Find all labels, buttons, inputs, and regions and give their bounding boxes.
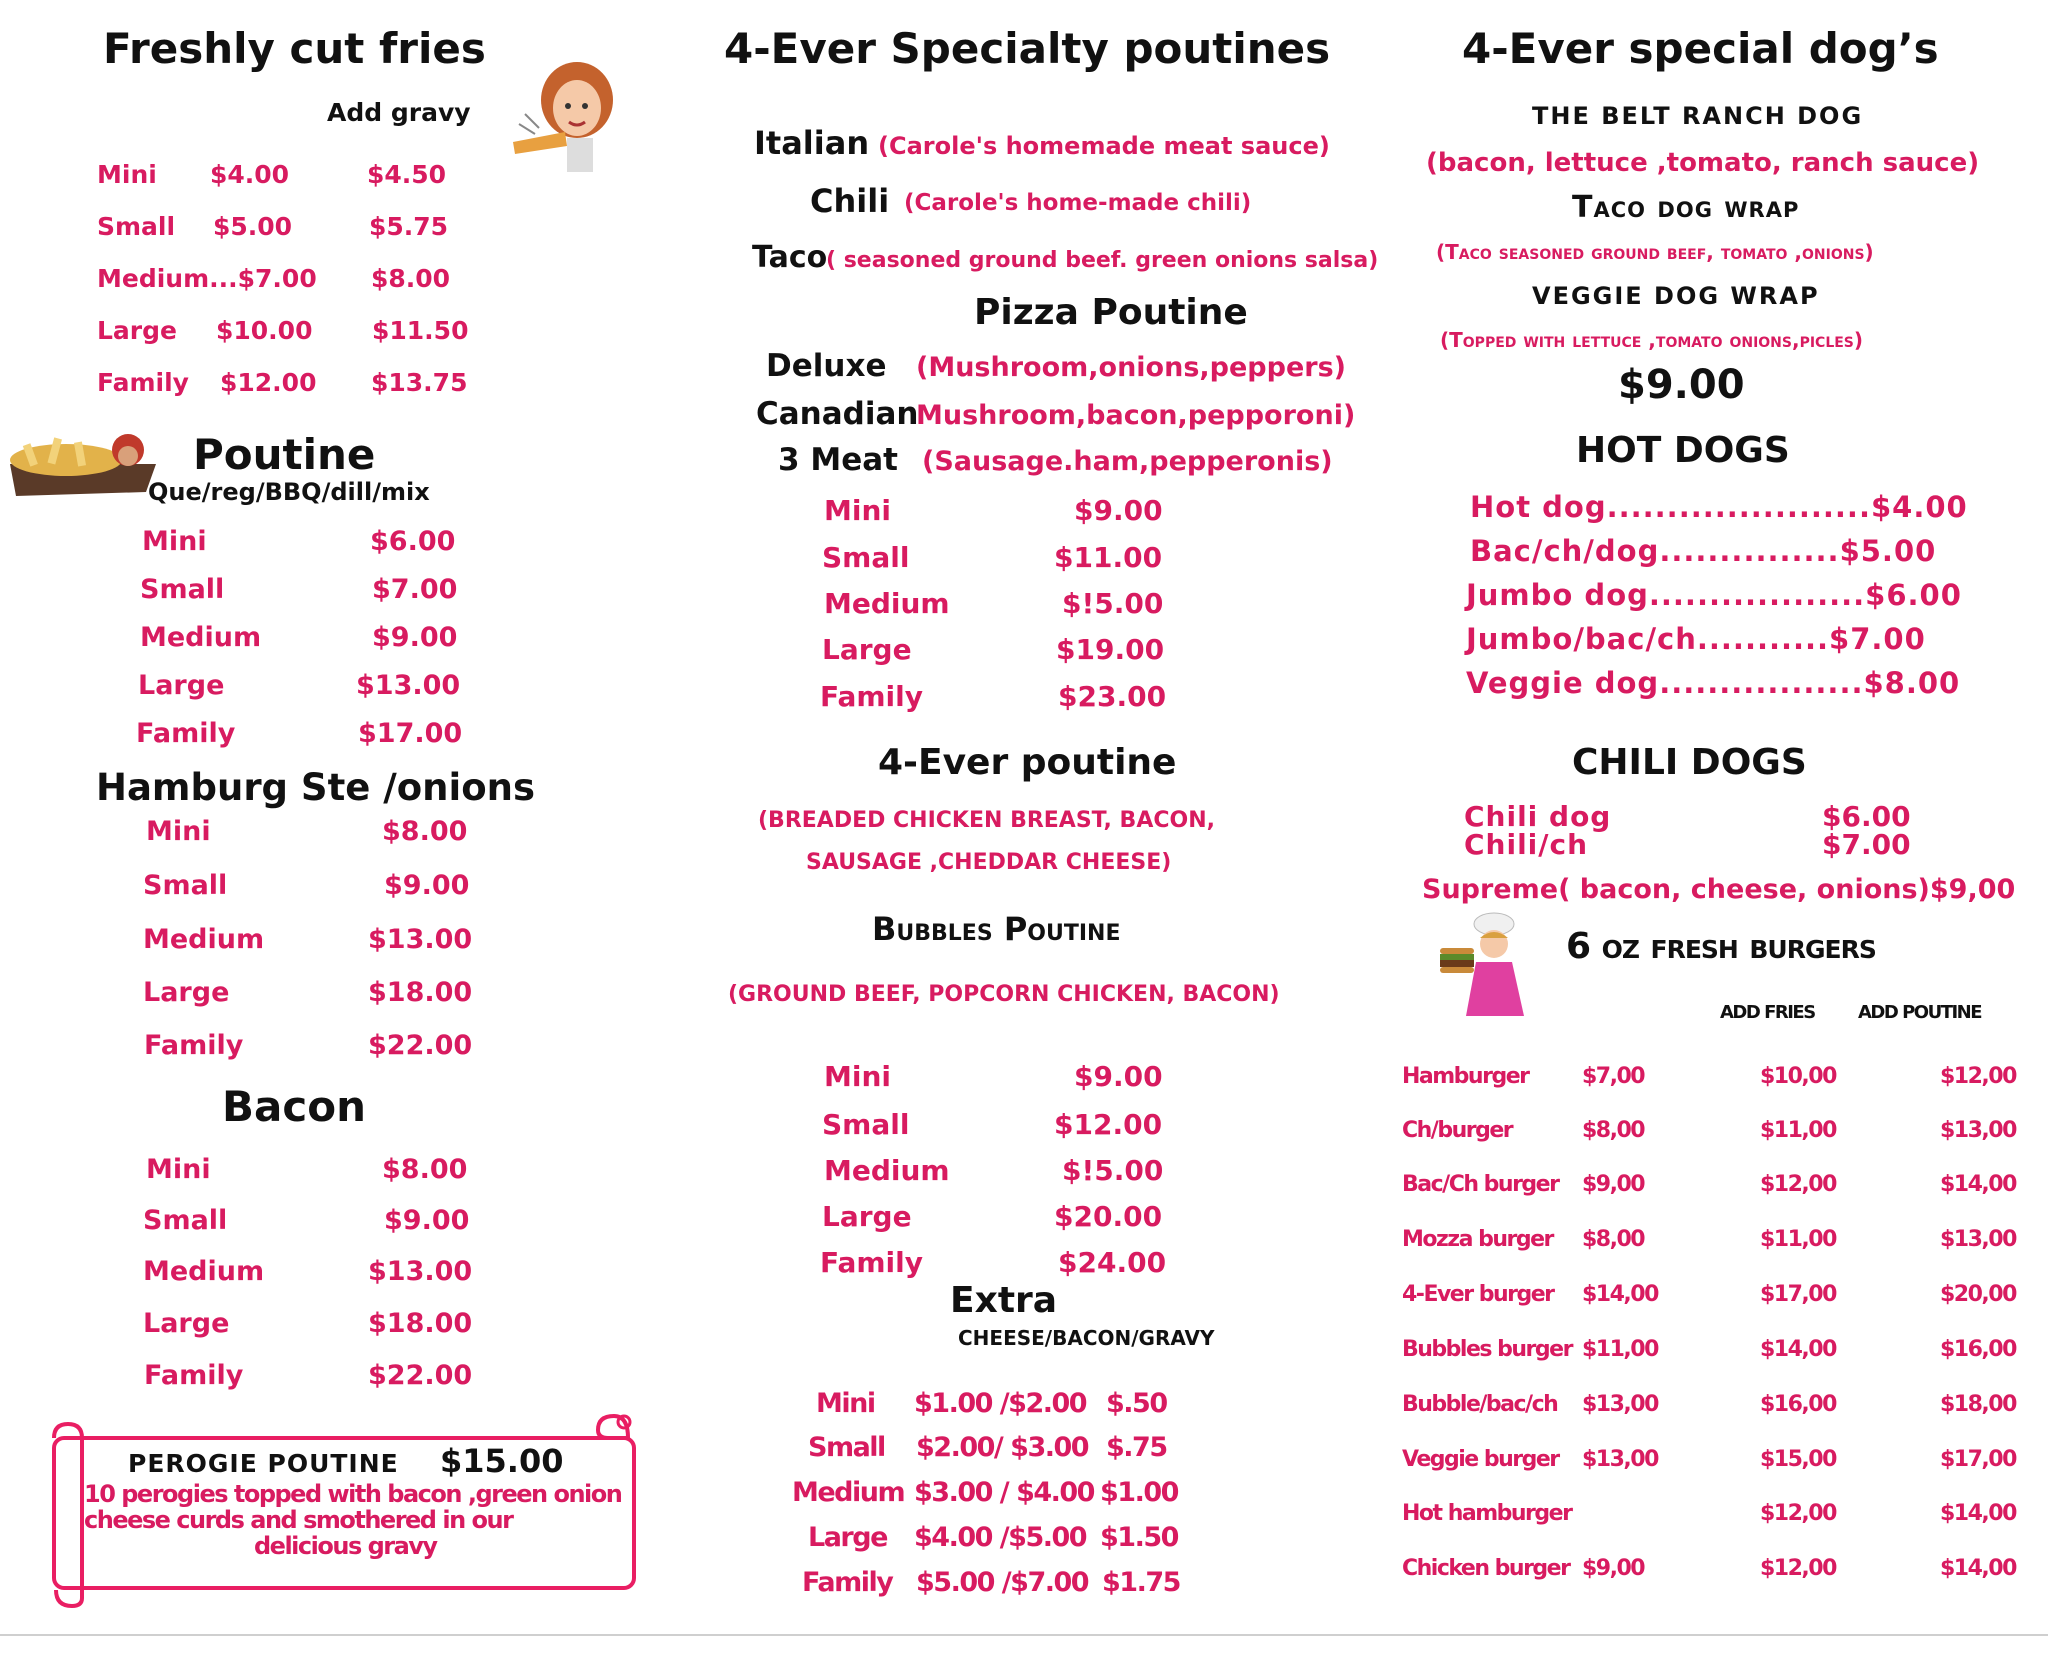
burger-row-fries: $11,00 <box>1760 1118 1836 1143</box>
fries-row-gravy: $8.00 <box>371 264 451 293</box>
burger-row-price: $11,00 <box>1582 1337 1658 1362</box>
extra-row-cheese-bacon: $4.00 /$5.00 <box>914 1522 1087 1553</box>
forever-poutine-desc-line2: SAUSAGE ,CHEDDAR CHEESE) <box>806 850 1172 875</box>
extra-row-cheese-bacon: $1.00 /$2.00 <box>914 1388 1087 1419</box>
burger-row-poutine: $16,00 <box>1940 1337 2016 1362</box>
bubbles-row-price: $24.00 <box>1058 1246 1167 1279</box>
pizza-row-size: Large <box>822 633 912 666</box>
poutine-plate-icon <box>6 414 156 496</box>
bubbles-desc: (GROUND BEEF, POPCORN CHICKEN, BACON) <box>728 982 1280 1007</box>
burger-row-fries: $12,00 <box>1760 1501 1836 1526</box>
extra-row-size: Mini <box>816 1388 875 1419</box>
fries-row-gravy: $4.50 <box>367 160 447 189</box>
hamburg-row-size: Mini <box>146 816 211 847</box>
extra-row-gravy: $1.50 <box>1100 1522 1178 1553</box>
fries-row-gravy: $13.75 <box>371 368 468 397</box>
poutine-row-size: Large <box>138 670 225 701</box>
pizza-item-desc: Mushroom,bacon,pepporoni) <box>916 400 1356 431</box>
pizza-item-desc: (Sausage.ham,pepperonis) <box>922 446 1333 477</box>
pizza-row-size: Family <box>820 680 924 713</box>
burger-row-poutine: $17,00 <box>1940 1447 2016 1472</box>
burger-row-name: Ch/burger <box>1402 1118 1513 1143</box>
fries-row-price: $12.00 <box>220 368 317 397</box>
perogie-desc-line2: cheese curds and smothered in our <box>84 1506 513 1534</box>
bacon-row-size: Medium <box>143 1256 265 1287</box>
burger-row-name: Mozza burger <box>1402 1227 1553 1252</box>
burger-row-price: $13,00 <box>1582 1392 1658 1417</box>
burger-row-poutine: $20,00 <box>1940 1282 2016 1307</box>
forever-poutine-desc-line1: (BREADED CHICKEN BREAST, BACON, <box>758 808 1215 833</box>
burger-row-poutine: $13,00 <box>1940 1227 2016 1252</box>
burger-row-fries: $16,00 <box>1760 1392 1836 1417</box>
bubbles-row-size: Mini <box>824 1060 891 1093</box>
chef-woman-with-burger-icon <box>1436 912 1532 1024</box>
burger-row-fries: $11,00 <box>1760 1227 1836 1252</box>
bacon-title: Bacon <box>222 1082 367 1131</box>
chili-title: CHILI DOGS <box>1572 742 1807 783</box>
poutine-title: Poutine <box>193 430 376 479</box>
fries-title: Freshly cut fries <box>103 24 486 73</box>
pizza-row-size: Medium <box>824 587 950 620</box>
burger-row-price: $13,00 <box>1582 1447 1658 1472</box>
pizza-row-size: Mini <box>824 494 891 527</box>
burger-row-fries: $14,00 <box>1760 1337 1836 1362</box>
hamburg-row-price: $8.00 <box>382 816 468 847</box>
hotdogs-item: Hot dog......................$4.00 <box>1470 490 1968 524</box>
extra-row-cheese-bacon: $3.00 / $4.00 <box>914 1477 1094 1508</box>
bubbles-row-size: Medium <box>824 1154 950 1187</box>
fries-row-size: Family <box>97 368 189 397</box>
pizza-row-price: $23.00 <box>1058 680 1167 713</box>
extra-row-cheese-bacon: $5.00 /$7.00 <box>916 1567 1089 1598</box>
pizza-row-size: Small <box>822 541 910 574</box>
extra-row-size: Family <box>802 1567 893 1598</box>
hotdogs-item: Veggie dog.................$8.00 <box>1466 666 1961 700</box>
bacon-row-price: $8.00 <box>382 1154 468 1185</box>
bubbles-row-price: $12.00 <box>1054 1108 1163 1141</box>
specialty-item-name: Italian <box>754 124 870 162</box>
dogs-title: 4-Ever special dog’s <box>1462 24 1939 73</box>
bacon-row-size: Large <box>143 1308 230 1339</box>
fries-row-size: Large <box>97 316 177 345</box>
bacon-row-price: $18.00 <box>368 1308 473 1339</box>
extra-row-gravy: $1.75 <box>1102 1567 1180 1598</box>
bubbles-row-size: Large <box>822 1200 912 1233</box>
extra-row-gravy: $1.00 <box>1100 1477 1178 1508</box>
extra-row-size: Large <box>808 1522 887 1553</box>
burger-row-price: $8,00 <box>1582 1118 1645 1143</box>
poutine-row-size: Medium <box>140 622 262 653</box>
burger-row-price: $8,00 <box>1582 1227 1645 1252</box>
burger-row-fries: $10,00 <box>1760 1064 1836 1089</box>
burger-row-name: 4-Ever burger <box>1402 1282 1554 1307</box>
chili-item-price: $7.00 <box>1822 828 1911 861</box>
extra-row-gravy: $.75 <box>1106 1432 1167 1463</box>
fries-row-price: $4.00 <box>210 160 290 189</box>
specialty-item-name: Taco <box>752 240 828 275</box>
burger-row-name: Veggie burger <box>1402 1447 1559 1472</box>
burger-row-fries: $12,00 <box>1760 1172 1836 1197</box>
bacon-row-price: $9.00 <box>384 1205 470 1236</box>
bubbles-row-price: $!5.00 <box>1062 1154 1164 1187</box>
hotdogs-item: Jumbo/bac/ch...........$7.00 <box>1466 622 1926 656</box>
burgers-col-poutine: ADD POUTINE <box>1858 1002 1982 1023</box>
hotdogs-item: Jumbo dog..................$6.00 <box>1466 578 1962 612</box>
burger-row-poutine: $14,00 <box>1940 1501 2016 1526</box>
burgers-col-fries: ADD FRIES <box>1720 1002 1815 1023</box>
chili-item-price: $6.00 <box>1822 800 1911 833</box>
bacon-row-price: $22.00 <box>368 1360 473 1391</box>
bubbles-title: Bubbles Poutine <box>872 910 1121 948</box>
fries-row-price: $10.00 <box>216 316 313 345</box>
burger-row-name: Hamburger <box>1402 1064 1529 1089</box>
poutine-subtitle: Que/reg/BBQ/dill/mix <box>148 478 430 506</box>
poutine-row-size: Small <box>140 574 225 605</box>
pizza-item-desc: (Mushroom,onions,peppers) <box>916 352 1346 383</box>
hamburg-row-size: Large <box>143 977 230 1008</box>
specialty-item-desc: ( seasoned ground beef. green onions salsa) <box>826 248 1379 273</box>
perogie-title: PEROGIE POUTINE <box>128 1449 399 1478</box>
extra-row-gravy: $.50 <box>1106 1388 1167 1419</box>
burger-row-name: Chicken burger <box>1402 1556 1570 1581</box>
burger-row-name: Bubble/bac/ch <box>1402 1392 1558 1417</box>
bubbles-row-size: Small <box>822 1108 910 1141</box>
burger-row-poutine: $14,00 <box>1940 1556 2016 1581</box>
poutine-row-size: Mini <box>142 526 207 557</box>
bubbles-row-size: Family <box>820 1246 924 1279</box>
taco-dog-desc: (Taco seasoned ground beef, tomato ,onions) <box>1436 240 1874 264</box>
burger-row-name: Bubbles burger <box>1402 1337 1572 1362</box>
pizza-item-name: Canadian <box>756 396 919 432</box>
hotdogs-title: HOT DOGS <box>1576 430 1790 471</box>
poutine-row-price: $9.00 <box>372 622 458 653</box>
burger-row-fries: $12,00 <box>1760 1556 1836 1581</box>
hotdogs-item: Bac/ch/dog...............$5.00 <box>1470 534 1937 568</box>
poutine-row-size: Family <box>136 718 236 749</box>
bacon-row-size: Small <box>143 1205 228 1236</box>
poutine-row-price: $7.00 <box>372 574 458 605</box>
pizza-row-price: $9.00 <box>1074 494 1163 527</box>
specialty-item-desc: (Carole's homemade meat sauce) <box>878 132 1330 160</box>
burger-row-poutine: $13,00 <box>1940 1118 2016 1143</box>
bubbles-row-price: $20.00 <box>1054 1200 1163 1233</box>
hamburg-row-size: Small <box>143 870 228 901</box>
veggie-dog-desc: (Topped with lettuce ,tomato onions,picles) <box>1440 328 1864 352</box>
burger-row-price: $9,00 <box>1582 1556 1645 1581</box>
pizza-item-name: Deluxe <box>766 348 887 384</box>
hamburg-title: Hamburg Ste /onions <box>96 766 535 809</box>
extra-title: Extra <box>950 1280 1058 1321</box>
burger-row-poutine: $14,00 <box>1940 1172 2016 1197</box>
chef-woman-with-pie-icon <box>505 54 629 174</box>
poutine-row-price: $17.00 <box>358 718 463 749</box>
burger-row-name: Bac/Ch burger <box>1402 1172 1559 1197</box>
bacon-row-size: Family <box>144 1360 244 1391</box>
specialty-item-name: Chili <box>810 182 890 220</box>
poutine-row-price: $6.00 <box>370 526 456 557</box>
burger-row-poutine: $18,00 <box>1940 1392 2016 1417</box>
hamburg-row-price: $9.00 <box>384 870 470 901</box>
pizza-item-name: 3 Meat <box>778 442 898 478</box>
burger-row-poutine: $12,00 <box>1940 1064 2016 1089</box>
perogie-desc-line1: 10 perogies topped with bacon ,green onion <box>84 1480 622 1508</box>
pizza-title: Pizza Poutine <box>974 292 1248 333</box>
fries-row-gravy: $5.75 <box>369 212 449 241</box>
bubbles-row-price: $9.00 <box>1074 1060 1163 1093</box>
fries-gravy-header: Add gravy <box>327 98 471 127</box>
burger-row-name: Hot hamburger <box>1402 1501 1572 1526</box>
chili-item-name: Chili dog <box>1464 800 1612 833</box>
fries-row-price: $5.00 <box>213 212 293 241</box>
bacon-row-size: Mini <box>146 1154 211 1185</box>
bacon-row-price: $13.00 <box>368 1256 473 1287</box>
veggie-dog-name: VEGGIE DOG WRAP <box>1532 282 1820 310</box>
fries-row-size: Small <box>97 212 176 241</box>
taco-dog-name: Taco dog wrap <box>1572 190 1800 225</box>
dogs-price: $9.00 <box>1618 362 1745 408</box>
burger-row-price: $7,00 <box>1582 1064 1645 1089</box>
hamburg-row-size: Family <box>144 1030 244 1061</box>
hamburg-row-size: Medium <box>143 924 265 955</box>
belt-dog-name: THE BELT RANCH DOG <box>1532 102 1864 130</box>
burger-row-fries: $17,00 <box>1760 1282 1836 1307</box>
extra-row-size: Small <box>808 1432 885 1463</box>
chili-item-name: Chili/ch <box>1464 828 1589 861</box>
hamburg-row-price: $18.00 <box>368 977 473 1008</box>
hamburg-row-price: $22.00 <box>368 1030 473 1061</box>
extra-row-size: Medium <box>792 1477 905 1508</box>
chili-supreme: Supreme( bacon, cheese, onions)$9,00 <box>1422 874 2016 905</box>
perogie-price: $15.00 <box>440 1442 564 1480</box>
pizza-row-price: $!5.00 <box>1062 587 1164 620</box>
pizza-row-price: $11.00 <box>1054 541 1163 574</box>
hamburg-row-price: $13.00 <box>368 924 473 955</box>
specialty-item-desc: (Carole's home-made chili) <box>904 190 1252 216</box>
burger-row-price: $14,00 <box>1582 1282 1658 1307</box>
poutine-row-price: $13.00 <box>356 670 461 701</box>
perogie-desc-line3: delicious gravy <box>254 1532 437 1560</box>
page-bottom-divider <box>0 1634 2048 1636</box>
belt-dog-desc: (bacon, lettuce ,tomato, ranch sauce) <box>1426 148 1980 178</box>
fries-row-gravy: $11.50 <box>372 316 469 345</box>
burger-row-price: $9,00 <box>1582 1172 1645 1197</box>
extra-subtitle: CHEESE/BACON/GRAVY <box>958 1326 1215 1350</box>
fries-row-size: Mini <box>97 160 157 189</box>
extra-row-cheese-bacon: $2.00/ $3.00 <box>916 1432 1089 1463</box>
fries-row-size: Medium...$7.00 <box>97 264 317 293</box>
specialty-title: 4-Ever Specialty poutines <box>724 24 1331 73</box>
burger-row-fries: $15,00 <box>1760 1447 1836 1472</box>
burgers-title: 6 oz fresh burgers <box>1566 926 1876 967</box>
forever-poutine-title: 4-Ever poutine <box>878 742 1177 783</box>
pizza-row-price: $19.00 <box>1056 633 1165 666</box>
